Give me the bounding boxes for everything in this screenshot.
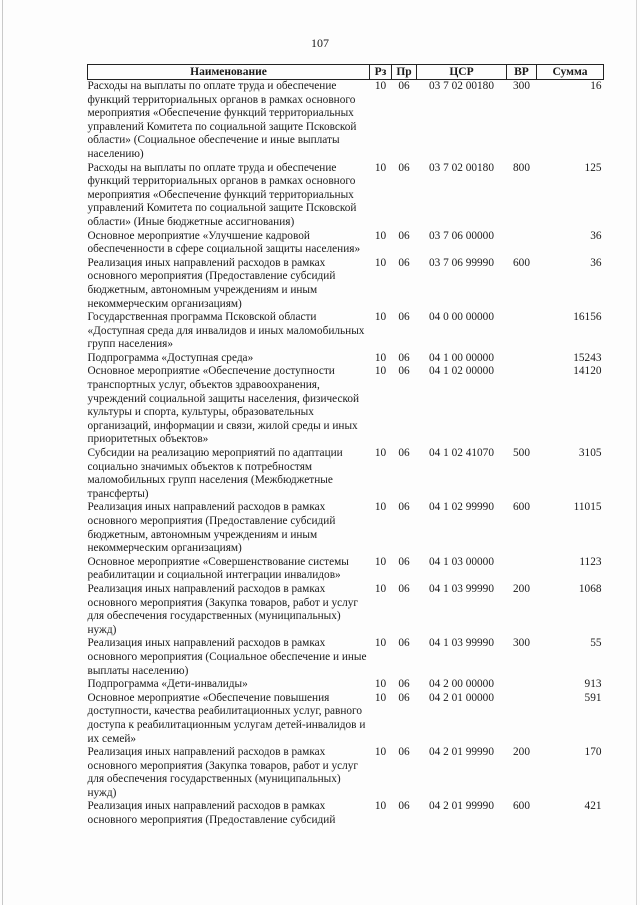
cell-pr: 06 xyxy=(398,746,410,759)
table-row xyxy=(88,637,604,678)
cell-sum: 421 xyxy=(584,800,602,813)
cell-name: Реализация иных направлений расходов в рамках основного мероприятия (Закупка товаров, работ и услуг для обеспечения государственных (муниципальных) нужд) xyxy=(87,746,359,799)
cell-vr xyxy=(507,678,537,692)
cell-vr: 600 xyxy=(513,256,530,269)
cell-vr: 800 xyxy=(513,161,530,174)
cell-csr: 03 7 02 00180 xyxy=(429,80,494,92)
table-row xyxy=(88,583,604,637)
cell-csr: 03 7 06 99990 xyxy=(429,256,494,269)
cell-sum: 15243 xyxy=(573,351,602,364)
cell-name: Реализация иных направлений расходов в рамках основного мероприятия (Предоставление субсидий бюджетным, автономным учреждениям и иным некоммерческим организациям) xyxy=(87,501,336,555)
cell-vr xyxy=(507,365,537,447)
cell-vr: 200 xyxy=(513,746,530,759)
cell-name: Основное мероприятие «Совершенствование системы реабилитации и социальной интеграции инвалидов» xyxy=(87,555,349,582)
cell-sum: 16 xyxy=(590,80,602,92)
cell-sum: 36 xyxy=(590,229,602,242)
cell-pr: 06 xyxy=(398,678,410,691)
cell-rz: 10 xyxy=(374,582,387,595)
cell-csr: 04 2 01 99990 xyxy=(429,746,494,759)
table-row xyxy=(88,447,604,501)
cell-pr: 06 xyxy=(398,637,410,650)
cell-rz: 10 xyxy=(374,311,387,324)
table-row xyxy=(88,692,604,746)
header-sum: Сумма xyxy=(537,65,604,80)
cell-csr: 04 2 01 99990 xyxy=(429,800,494,813)
cell-name: Реализация иных направлений расходов в рамках основного мероприятия (Социальное обеспечение и иные выплаты населению) xyxy=(87,637,367,677)
cell-vr xyxy=(507,556,537,583)
cell-rz: 10 xyxy=(374,161,387,174)
cell-name: Расходы на выплаты по оплате труда и обеспечение функций территориальных органов в рамках основного мероприятия «Обеспечение функций территориальных управлений Комитета по социальной защите Псковской области» (Иные бюджетные ассигнования) xyxy=(87,161,357,228)
budget-table xyxy=(87,64,604,828)
table-row xyxy=(88,746,604,800)
cell-pr: 06 xyxy=(398,447,410,460)
cell-sum: 591 xyxy=(584,691,602,704)
table-row xyxy=(88,501,604,555)
cell-rz: 10 xyxy=(374,678,387,691)
cell-sum: 16156 xyxy=(573,311,602,324)
cell-csr: 04 1 02 00000 xyxy=(429,365,494,378)
cell-csr: 04 1 03 99990 xyxy=(429,637,494,650)
cell-name: Подпрограмма «Дети-инвалиды» xyxy=(87,678,248,691)
cell-rz: 10 xyxy=(374,351,387,364)
cell-rz: 10 xyxy=(374,555,387,568)
table-row xyxy=(88,162,604,230)
cell-csr: 03 7 02 00180 xyxy=(429,161,494,174)
cell-sum: 170 xyxy=(584,746,602,759)
cell-csr: 04 1 03 99990 xyxy=(429,582,494,595)
table-row xyxy=(88,352,604,366)
table-row xyxy=(88,556,604,583)
cell-name: Подпрограмма «Доступная среда» xyxy=(87,351,254,364)
header-name: Наименование xyxy=(88,65,370,80)
cell-csr: 04 2 00 00000 xyxy=(429,678,494,691)
header-csr: ЦСР xyxy=(417,65,507,80)
cell-vr: 600 xyxy=(513,800,530,813)
cell-pr: 06 xyxy=(398,80,410,92)
cell-sum: 1068 xyxy=(578,582,602,595)
cell-pr: 06 xyxy=(398,311,410,324)
cell-pr: 06 xyxy=(398,351,410,364)
cell-vr xyxy=(507,230,537,257)
cell-pr: 06 xyxy=(398,582,410,595)
table-row xyxy=(88,257,604,311)
cell-rz: 10 xyxy=(374,800,387,813)
cell-rz: 10 xyxy=(374,501,387,514)
cell-name: Реализация иных направлений расходов в рамках основного мероприятия (Предоставление субсидий бюджетным, автономным учреждениям и иным некоммерческим организациям) xyxy=(87,256,336,310)
cell-rz: 10 xyxy=(374,447,387,460)
cell-pr: 06 xyxy=(398,365,410,378)
cell-pr: 06 xyxy=(398,256,410,269)
cell-rz: 10 xyxy=(374,691,387,704)
scan-edge xyxy=(2,0,3,905)
cell-sum: 55 xyxy=(590,637,602,650)
cell-csr: 04 2 01 00000 xyxy=(429,691,494,704)
table-row xyxy=(88,678,604,692)
cell-rz: 10 xyxy=(374,746,387,759)
cell-pr: 06 xyxy=(398,501,410,514)
table-row xyxy=(88,311,604,352)
cell-sum: 11015 xyxy=(573,501,602,514)
cell-sum: 913 xyxy=(584,678,602,691)
cell-name: Субсидии на реализацию мероприятий по адаптации социально значимых объектов к потребностям маломобильных групп населения (Межбюджетные трансферты) xyxy=(87,447,343,500)
cell-pr: 06 xyxy=(398,555,410,568)
scan-edge-right xyxy=(636,0,637,905)
header-vr: ВР xyxy=(507,65,537,80)
table-row xyxy=(88,80,604,162)
cell-name: Реализация иных направлений расходов в рамках основного мероприятия (Закупка товаров, работ и услуг для обеспечения государственных (муниципальных) нужд) xyxy=(87,582,359,636)
page-number: 107 xyxy=(311,36,329,50)
cell-vr xyxy=(507,352,537,366)
table-header-row xyxy=(88,65,604,80)
cell-name: Основное мероприятие «Улучшение кадровой обеспеченности в сфере социальной защиты населения» xyxy=(87,229,361,256)
table-row xyxy=(88,800,604,827)
cell-rz: 10 xyxy=(374,637,387,650)
cell-vr: 600 xyxy=(513,501,530,514)
cell-name: Реализация иных направлений расходов в рамках основного мероприятия (Предоставление субсидий xyxy=(87,800,336,827)
table-row xyxy=(88,230,604,257)
header-pr: Пр xyxy=(392,65,417,80)
table-row xyxy=(88,365,604,447)
cell-sum: 1123 xyxy=(579,555,602,568)
cell-vr xyxy=(507,311,537,352)
cell-pr: 06 xyxy=(398,161,410,174)
cell-pr: 06 xyxy=(398,691,410,704)
cell-vr: 500 xyxy=(513,447,530,460)
cell-name: Расходы на выплаты по оплате труда и обеспечение функций территориальных органов в рамках основного мероприятия «Обеспечение функций территориальных управлений Комитета по социальной защите Псковской области» (Социальное обеспечение и иные выплаты населению) xyxy=(87,80,357,160)
header-rz: Рз xyxy=(370,65,392,80)
cell-csr: 04 1 00 00000 xyxy=(429,351,494,364)
cell-vr: 200 xyxy=(513,582,530,595)
cell-vr: 300 xyxy=(513,637,530,650)
cell-pr: 06 xyxy=(398,800,410,813)
cell-name: Основное мероприятие «Обеспечение повышения доступности, качества реабилитационных услуг, равного доступа к реабилитационным услугам детей-инвалидов и их семей» xyxy=(87,691,366,745)
cell-sum: 3105 xyxy=(578,447,602,460)
cell-csr: 04 1 02 99990 xyxy=(429,501,494,514)
cell-name: Государственная программа Псковской области «Доступная среда для инвалидов и иных маломобильных групп населения» xyxy=(87,311,365,351)
cell-rz: 10 xyxy=(374,256,387,269)
cell-vr: 300 xyxy=(513,80,530,92)
cell-sum: 14120 xyxy=(573,365,602,378)
cell-vr xyxy=(507,692,537,746)
cell-pr: 06 xyxy=(398,229,410,242)
cell-csr: 04 0 00 00000 xyxy=(429,311,494,324)
cell-sum: 125 xyxy=(584,161,602,174)
cell-rz: 10 xyxy=(374,365,387,378)
cell-rz: 10 xyxy=(374,229,387,242)
cell-rz: 10 xyxy=(374,80,387,92)
cell-csr: 04 1 02 41070 xyxy=(429,447,494,460)
cell-csr: 04 1 03 00000 xyxy=(429,555,494,568)
cell-sum: 36 xyxy=(590,256,602,269)
cell-name: Основное мероприятие «Обеспечение доступности транспортных услуг, объектов здравоохранения, учреждений социальной защиты населения, физической культуры и спорта, культуры, образовательных организаций, информации и связи, жилой среды и иных приоритетных объектов» xyxy=(87,365,360,446)
cell-csr: 03 7 06 00000 xyxy=(429,229,494,242)
